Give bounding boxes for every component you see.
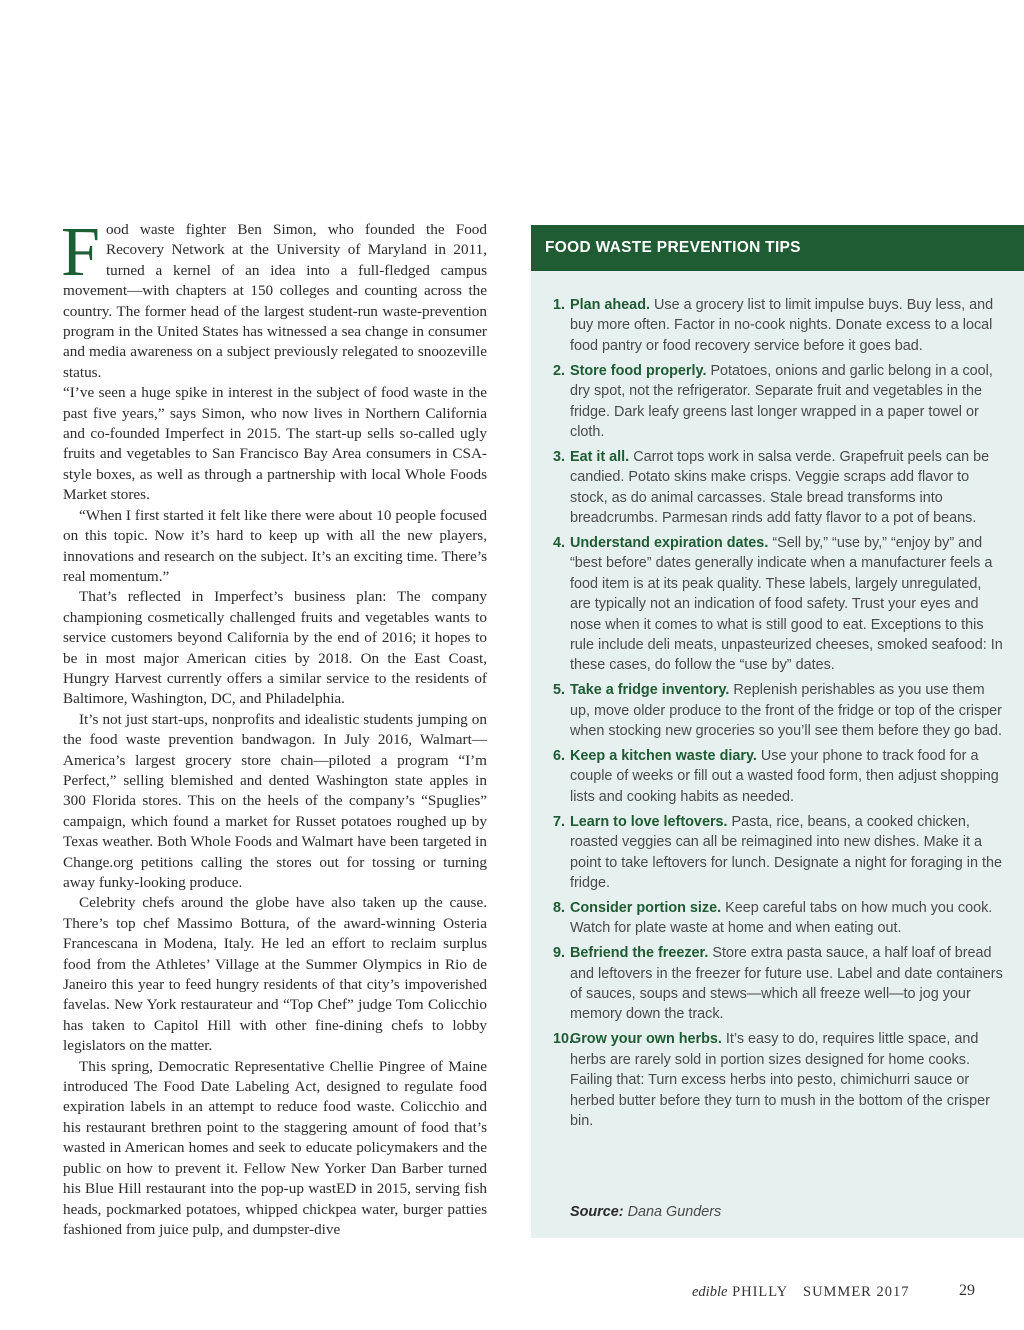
issue-season: SUMMER 2017 — [803, 1284, 910, 1300]
tip-title: Store food properly. — [570, 362, 707, 379]
tip-title: Keep a kitchen waste diary. — [570, 748, 757, 765]
article-body — [61, 214, 487, 1240]
tips-list — [553, 295, 1005, 1136]
magazine-title: PHILLY — [732, 1284, 789, 1300]
tip-text: Keep careful tabs on how much you cook. Watch for plate waste at home and when eating out. — [570, 899, 993, 937]
tip-number: 4. — [553, 534, 566, 551]
article-paragraph-2: “I’ve seen a huge spike in interest in the subject of food waste in the past five years,” says Simon, who now lives in Northern California and co-founded Imperfect in 2015. The start-up sells so-called ugly fruits and vegetables to San Francisco Bay Area consumers in CSA-style boxes, as well as through a partnership with local Whole Foods Market stores. — [63, 384, 487, 504]
tip-text: Carrot tops work in salsa verde. Grapefruit peels can be candied. Potato skins make crisps. Veggie scraps add flavor to stock, as do animal carcasses. Stale bread transforms into breadcrumbs. Parmesan rinds add fatty flavor to a pot of beans. — [570, 448, 990, 527]
tip-title: Take a fridge inventory. — [570, 682, 730, 699]
tip-number: 5. — [553, 682, 566, 699]
tip-text: Potatoes, onions and garlic belong in a cool, dry spot, not the refrigerator. Separate fruit and vegetables in the fridge. Dark leafy greens last longer wrapped in a paper towel or cloth. — [570, 362, 993, 440]
tip-7 — [553, 812, 1005, 894]
tip-text: “Sell by,” “use by,” “enjoy by” and “best before” dates generally indicate when a manufacturer feels a food item is at its peak quality. These labels, largely unregulated, are typically not an indication of food safety. Trust your eyes and nose when it comes to what is still good to eat. Exceptions to this rule include deli meats, unpasteurized cheeses, smoked seafood: In these cases, do follow the “use by” dates. — [570, 534, 1003, 674]
source-label: Source: — [570, 1204, 624, 1220]
tip-title: Learn to love leftovers. — [570, 813, 728, 830]
tip-10 — [553, 1029, 1005, 1131]
tip-8 — [553, 898, 1005, 939]
article-paragraph-6: Celebrity chefs around the globe have also taken up the cause. There’s top chef Massimo Bottura, of the award-winning Osteria Francescana in Modena, Italy. He led an effort to reclaim surplus food from the Athletes’ Village at the Summer Olympics in Rio de Janeiro this year to feed hungry residents of that city’s impoverished favelas. New York restaurateur and “Top Chef” judge Tom Colicchio has taken to Capitol Hill with other fine-dining chefs to lobby legislators on the matter. — [63, 894, 487, 1055]
tip-title: Plan ahead. — [570, 297, 650, 313]
tip-9 — [553, 943, 1005, 1025]
tip-4 — [553, 533, 1005, 676]
tip-2 — [553, 361, 1005, 443]
magazine-italic: edible — [692, 1284, 728, 1300]
tip-number: 7. — [553, 813, 566, 830]
tip-text: Store extra pasta sauce, a half loaf of bread and leftovers in the freezer for future use. Label and date containers of sauces, soups and stews—which all freeze well—to jog your memory down the track. — [570, 945, 1003, 1023]
tip-title: Grow your own herbs. — [570, 1031, 722, 1048]
article-paragraph-5: It’s not just start-ups, nonprofits and idealistic students jumping on the food waste prevention bandwagon. In July 2016, Walmart—America’s largest grocery store chain—piloted a program “I’m Perfect,” selling blemished and dented Washington state apples in 300 Florida stores. This on the heels of the company’s “Spuglies” campaign, which found a market for Russet potatoes roughed up by Texas weather. Both Whole Foods and Walmart have been targeted in Change.org petitions calling the stores out for tossing or turning away funky-looking produce. — [63, 710, 487, 891]
tip-6 — [553, 746, 1005, 807]
magazine-name — [692, 1284, 788, 1301]
tip-number: 2. — [553, 362, 566, 379]
article-paragraph-7: This spring, Democratic Representative Chellie Pingree of Maine introduced The Food Date Labeling Act, designed to regulate food expiration labels in an attempt to reduce food waste. Colicchio and his restaurant brethren point to the staggering amount of food that’s wasted in American homes and seek to educate policymakers and the public on how to prevent it. Fellow New Yorker Dan Barber turned his Blue Hill restaurant into the pop-up wastED in 2015, serving fish heads, pockmarked potatoes, whipped chickpea water, burger patties fashioned from juice pulp, and dumpster-dive — [63, 1057, 487, 1238]
tip-number: 8. — [553, 899, 566, 916]
source-name: Dana Gunders — [627, 1204, 722, 1220]
tip-number: 1. — [553, 297, 566, 313]
article-paragraph-1-text: ood waste fighter Ben Simon, who founded the Food Recovery Network at the University of Maryland in 2011, turned a kernel of an idea into a full-fledged campus movement—with chapters at 150 colleges and counting across the country. The former head of the largest student-run waste-prevention program in the United States has witnessed a sea change in consumer and media awareness on a subject previously relegated to snoozeville status. — [63, 221, 487, 381]
article-paragraph-4: That’s reflected in Imperfect’s business plan: The company championing cosmetically challenged fruits and vegetables wants to service customers beyond California by the end of 2016; it hopes to be in most major American cities by 2018. On the East Coast, Hungry Harvest currently offers a similar service to the residents of Baltimore, Washington, DC, and Philadelphia. — [63, 588, 487, 708]
article-paragraph-1 — [61, 214, 487, 383]
tip-text: Use a grocery list to limit impulse buys. Buy less, and buy more often. Factor in no-cook nights. Donate excess to a local food pantry or food recovery service before it goes bad. — [570, 297, 994, 354]
tip-text: Use your phone to track food for a couple of weeks or fill out a wasted food form, then adjust shopping lists and cooking habits as needed. — [570, 748, 999, 805]
tips-sidebar — [531, 225, 1024, 1238]
tip-number: 10. — [553, 1031, 574, 1048]
tip-1 — [553, 295, 1005, 356]
tip-5 — [553, 680, 1005, 741]
sidebar-title: FOOD WASTE PREVENTION TIPS — [531, 225, 1024, 271]
tip-title: Eat it all. — [570, 448, 630, 465]
page-number: 29 — [959, 1282, 975, 1299]
tip-3 — [553, 447, 1005, 529]
article-paragraph-3: “When I first started it felt like there were about 10 people focused on this topic. Now it’s hard to keep up with all the new players, innovations and research on the subject. It’s an exciting time. There’s real momentum.” — [63, 506, 487, 585]
tip-text: It’s easy to do, requires little space, and herbs are rarely sold in portion sizes designed for home cooks. Failing that: Turn excess herbs into pesto, chimichurri sauce or herbed butter before they turn to mush in the bottom of the crisper bin. — [570, 1031, 990, 1129]
drop-cap: F — [61, 214, 100, 291]
tip-title: Understand expiration dates. — [570, 534, 769, 551]
tips-source — [570, 1204, 721, 1220]
page-footer — [692, 1282, 977, 1304]
tip-text: Replenish perishables as you use them up, move older produce to the front of the fridge or top of the crisper when stocking new groceries so you’ll see them before they go bad. — [570, 682, 1002, 740]
tip-text: Pasta, rice, beans, a cooked chicken, roasted veggies can all be reimagined into new dishes. Make it a point to take leftovers for lunch. Designate a night for foraging in the fridge. — [570, 813, 1002, 891]
tip-title: Consider portion size. — [570, 899, 722, 916]
tip-number: 6. — [553, 748, 566, 765]
tip-title: Befriend the freezer. — [570, 945, 709, 962]
tip-number: 9. — [553, 945, 566, 962]
tip-number: 3. — [553, 448, 566, 465]
